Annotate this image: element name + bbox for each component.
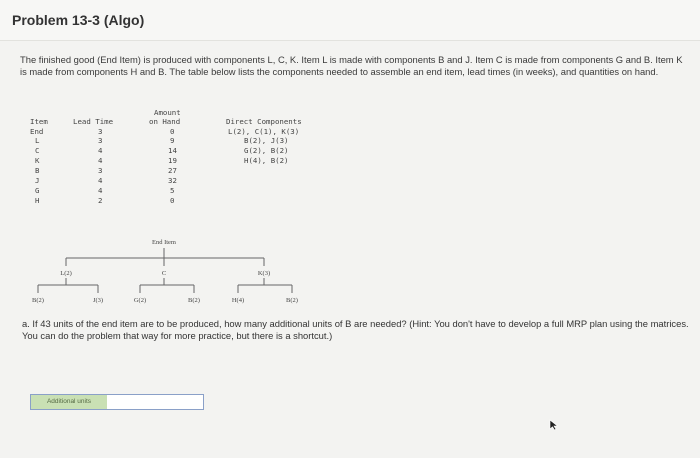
problem-intro: The finished good (End Item) is produced with components L, C, K. Item L is made with components B and J. Item C is made from components G and B. Item K is made from components H and B. The table below lists the components needed to assemble an end item, lead times (in weeks), and quantities on hand. xyxy=(20,54,683,77)
cell-on-hand: 0 xyxy=(170,127,175,136)
title-bar xyxy=(0,0,700,41)
tree-node: C xyxy=(161,270,167,277)
cell-on-hand: 19 xyxy=(168,156,177,165)
header-on-hand: on Hand xyxy=(149,117,181,126)
cell-item: H xyxy=(35,196,40,205)
header-direct-components: Direct Components xyxy=(226,117,302,126)
cell-lead-time: 3 xyxy=(98,127,103,136)
header-amount: Amount xyxy=(154,108,181,117)
cell-on-hand: 9 xyxy=(170,136,175,145)
cell-item: L xyxy=(35,136,40,145)
cell-components: L(2), C(1), K(3) xyxy=(228,127,300,136)
cell-lead-time: 4 xyxy=(98,176,103,185)
cell-item: End xyxy=(30,127,44,136)
additional-units-input[interactable] xyxy=(109,396,201,408)
tree-root: End Item xyxy=(151,239,177,246)
cell-components: G(2), B(2) xyxy=(244,146,289,155)
tree-node: K(3) xyxy=(257,270,271,277)
tree-node: L(2) xyxy=(60,270,72,277)
tree-node: B(2) xyxy=(32,297,44,304)
tree-node: G(2) xyxy=(133,297,147,304)
cell-lead-time: 2 xyxy=(98,196,103,205)
cell-item: G xyxy=(35,186,40,195)
page-title: Problem 13-3 (Algo) xyxy=(12,12,145,28)
tree-node: H(4) xyxy=(231,297,245,304)
tree-node: B(2) xyxy=(286,297,298,304)
cell-item: J xyxy=(35,176,40,185)
cell-on-hand: 5 xyxy=(170,186,175,195)
cell-on-hand: 32 xyxy=(168,176,177,185)
cell-on-hand: 0 xyxy=(170,196,175,205)
cell-lead-time: 4 xyxy=(98,156,103,165)
cell-lead-time: 4 xyxy=(98,146,103,155)
cell-item: C xyxy=(35,146,40,155)
cell-on-hand: 14 xyxy=(168,146,177,155)
tree-node: B(2) xyxy=(188,297,200,304)
cell-on-hand: 27 xyxy=(168,166,177,175)
header-lead-time: Lead Time xyxy=(73,117,114,126)
tree-node: J(3) xyxy=(92,297,104,304)
mouse-cursor-icon xyxy=(549,419,559,431)
cell-item: B xyxy=(35,166,40,175)
header-item: Item xyxy=(30,117,48,126)
answer-box[interactable] xyxy=(30,394,204,410)
cell-lead-time: 3 xyxy=(98,136,103,145)
cell-components: B(2), J(3) xyxy=(244,136,289,145)
cell-item: K xyxy=(35,156,40,165)
answer-label: Additional units xyxy=(31,395,107,409)
question-a: a. If 43 units of the end item are to be produced, how many additional units of B are needed? (Hint: You don't have to develop a full MRP plan using the matrices. You can do the problem that way for more practice, but there is a shortcut.) xyxy=(22,318,689,341)
cell-lead-time: 4 xyxy=(98,186,103,195)
cell-components: H(4), B(2) xyxy=(244,156,289,165)
cell-lead-time: 3 xyxy=(98,166,103,175)
